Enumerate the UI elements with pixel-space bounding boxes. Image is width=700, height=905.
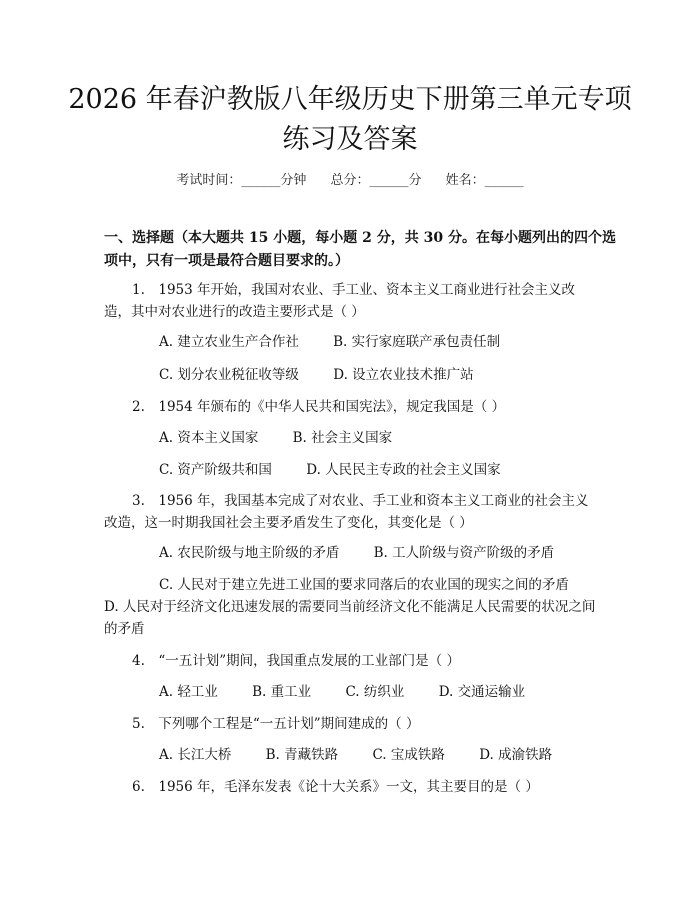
option-1c: C. 划分农业税征收等级 (159, 367, 299, 383)
option-3c: C. 人民对于建立先进工业国的要求同落后的农业国的现实之间的矛盾 (159, 577, 569, 593)
option-5b: B. 青藏铁路 (265, 747, 339, 763)
option-2c: C. 资产阶级共和国 (159, 462, 272, 478)
option-5c: C. 宝成铁路 (372, 747, 445, 763)
option-2a: A. 资本主义国家 (159, 430, 259, 446)
question-stem-5: 5. 下列哪个工程是“一五计划”期间建成的（ ） (132, 716, 420, 732)
option-2d: D. 人民民主专政的社会主义国家 (306, 462, 501, 478)
options-row-2a (159, 427, 639, 449)
student-name-field: 姓名：______ (445, 173, 524, 188)
option-5a: A. 长江大桥 (159, 747, 232, 763)
option-3a: A. 农民阶级与地主阶级的矛盾 (159, 545, 340, 561)
options-row-1a (159, 331, 639, 353)
question-stem-3: 3. 1956 年，我国基本完成了对农业、手工业和资本主义工商业的社会主义改造，这一时期我国社会主要矛盾发生了变化，其变化是（ ） (104, 493, 589, 531)
question-stem-1: 1. 1953 年开始，我国对农业、手工业、资本主义工商业进行社会主义改造，其中对农业进行的改造主要形式是（ ） (104, 282, 576, 320)
total-score-field: 总分：______分 (330, 173, 422, 188)
option-3d: D. 人民对于经济文化迅速发展的需要同当前经济文化不能满足人民需要的状况之间的矛盾 (104, 599, 596, 637)
options-row-2b (159, 459, 639, 481)
options-row-3a (159, 542, 639, 564)
option-2b: B. 社会主义国家 (292, 430, 393, 446)
option-1a: A. 建立农业生产合作社 (159, 334, 299, 350)
option-4b: B. 重工业 (252, 684, 312, 700)
question-stem-4: 4. “一五计划”期间，我国重点发展的工业部门是（ ） (132, 653, 460, 669)
option-3b: B. 工人阶级与资产阶级的矛盾 (373, 545, 555, 561)
option-4c: C. 纺织业 (345, 684, 405, 700)
document-title: 2026 年春沪教版八年级历史下册第三单元专项练习及答案 (68, 84, 632, 155)
question-stem-6: 6. 1956 年，毛泽东发表《论十大关系》一文，其主要目的是（ ） (132, 779, 539, 795)
option-1b: B. 实行家庭联产承包责任制 (333, 334, 501, 350)
section-heading: 一、选择题（本大题共 15 小题，每小题 2 分，共 30 分。在每小题列出的四个选项中，只有一项是最符合题目要求的。） (104, 230, 616, 269)
option-4a: A. 轻工业 (159, 684, 218, 700)
option-5d: D. 成渝铁路 (479, 747, 553, 763)
exam-meta (0, 169, 700, 188)
option-1d: D. 设立农业技术推广站 (333, 367, 474, 383)
option-4d: D. 交通运输业 (438, 684, 526, 700)
options-row-1b (159, 364, 639, 386)
options-row-4 (159, 681, 639, 703)
options-row-5 (159, 744, 639, 766)
exam-time-field: 考试时间：______分钟 (176, 173, 307, 188)
question-stem-2: 2. 1954 年颁布的《中华人民共和国宪法》，规定我国是（ ） (132, 399, 506, 415)
